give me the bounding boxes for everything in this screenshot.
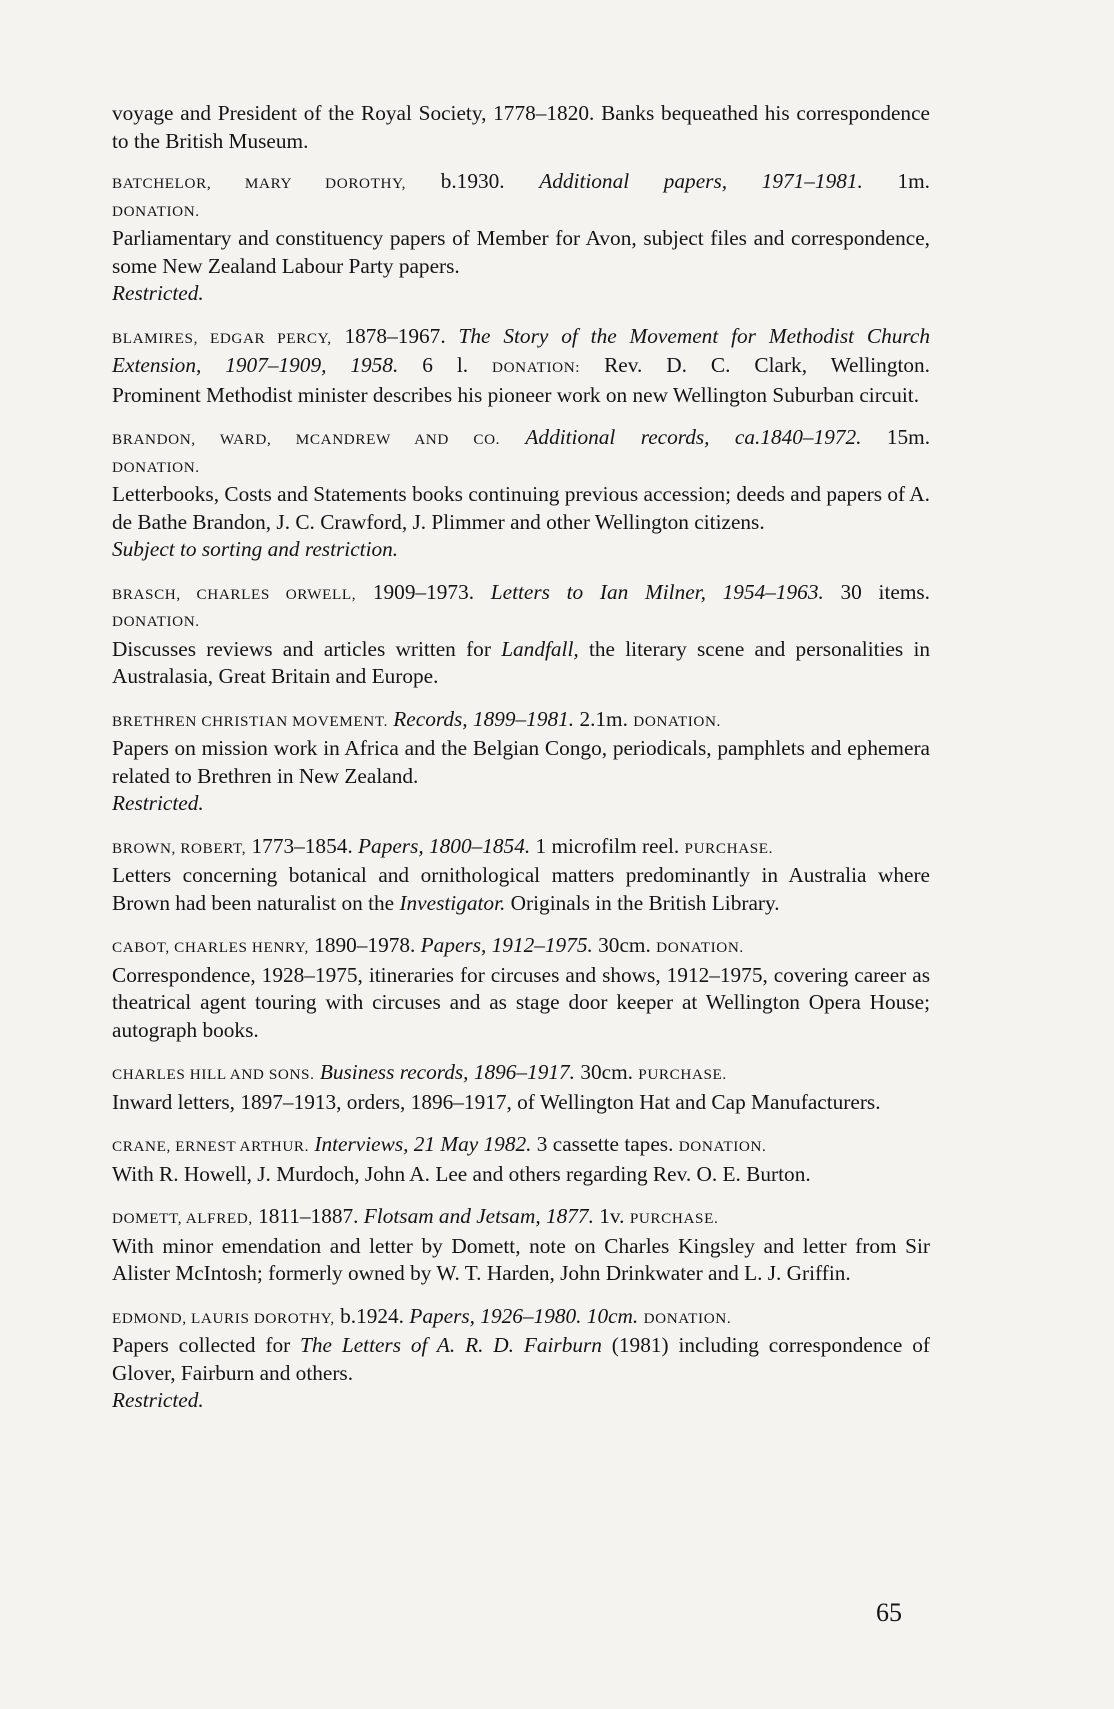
entry-name: CRANE, ERNEST ARTHUR. — [112, 1138, 310, 1155]
entry-heading — [112, 932, 930, 962]
entry-donor: Rev. D. C. Clark, Wellington. — [604, 353, 931, 377]
description-italic: The Letters of A. R. D. Fairburn — [300, 1333, 602, 1357]
entry-name: CABOT, CHARLES HENRY, — [112, 939, 309, 956]
entry-name: BLAMIRES, EDGAR PERCY, — [112, 329, 332, 347]
entry-description: Papers on mission work in Africa and the Belgian Congo, periodicals, pamphlets and ephemera related to Brethren in New Zealand. — [112, 736, 930, 788]
entry-title: Interviews, 21 May 1982. — [314, 1132, 532, 1156]
entry-description — [112, 1332, 930, 1387]
entry-heading — [112, 706, 930, 736]
catalogue-entry — [112, 579, 930, 691]
entry-description: Correspondence, 1928–1975, itineraries for circuses and shows, 1912–1975, covering career as theatrical agent touring with circuses and as stage door keeper at Wellington Opera House; autograph books. — [112, 962, 930, 1042]
entry-description: Prominent Methodist minister describes his pioneer work on new Wellington Suburban circuit. — [112, 382, 920, 407]
entry-acquisition: DONATION: — [492, 359, 581, 376]
entry-acquisition: DONATION. — [678, 1138, 767, 1155]
entry-acquisition: DONATION. — [656, 939, 744, 956]
entry-extent: 30cm. — [580, 1060, 633, 1084]
entry-heading — [112, 579, 930, 609]
entry-title: The Story of the Movement for Methodist Church Extension, 1907–1909, 1958. — [112, 323, 931, 377]
entry-description: With minor emendation and letter by Domett, note on Charles Kingsley and letter from Sir Alister McIntosh; formerly owned by W. T. Harden, John Drinkwater and L. J. Griffin. — [112, 1233, 930, 1285]
entry-dates: 1773–1854. — [251, 833, 353, 858]
entry-note: Restricted. — [112, 281, 204, 305]
description-text: the literary scene and personalities in Australasia, Great Britain and Europe. — [112, 636, 931, 688]
entry-dates: 1878–1967. — [344, 323, 446, 348]
description-italic: Investigator. — [399, 890, 506, 915]
entry-acquisition: DONATION. — [112, 202, 200, 220]
entry-name: DOMETT, ALFRED, — [112, 1210, 253, 1227]
description-text: (1981) including correspondence of Glover, Fairburn and others. — [112, 1333, 930, 1385]
entry-dates: 1890–1978. — [314, 933, 416, 957]
entry-description: Parliamentary and constituency papers of Member for Avon, subject files and correspondence, some New Zealand Labour Party papers. — [112, 226, 930, 278]
entry-description — [112, 862, 930, 917]
entry-acquisition: DONATION. — [112, 613, 200, 630]
entry-extent: 1 microfilm reel. — [535, 833, 680, 858]
entry-acquisition: DONATION. — [112, 458, 200, 476]
entry-acquisition: DONATION. — [633, 712, 721, 730]
entry-name: BRANDON, WARD, MCANDREW AND CO. — [112, 431, 501, 448]
catalogue-entry — [112, 1131, 930, 1188]
entry-heading — [112, 833, 930, 863]
entry-title: Business records, 1896–1917. — [319, 1060, 575, 1084]
entry-name: BRETHREN CHRISTIAN MOVEMENT. — [112, 712, 388, 730]
entry-dates: b.1924. — [340, 1303, 404, 1328]
entry-name: EDMOND, LAURIS DOROTHY, — [112, 1309, 335, 1327]
description-text: Letters concerning botanical and ornithological matters predominantly in Australia where Brown had been naturalist on the — [112, 863, 930, 915]
catalogue-entry — [112, 706, 930, 818]
entry-extent: 30 items. — [840, 579, 931, 604]
entry-heading — [112, 1303, 930, 1333]
catalogue-entry — [112, 168, 930, 308]
entry-title: Papers, 1912–1975. — [420, 933, 593, 957]
intro-paragraph — [112, 100, 930, 155]
entry-title: Papers, 1800–1854. — [358, 833, 531, 858]
entry-dates: b.1930. — [440, 169, 505, 193]
entry-description: Inward letters, 1897–1913, orders, 1896–1917, of Wellington Hat and Cap Manufacturers. — [112, 1089, 881, 1114]
entry-heading — [112, 1203, 930, 1233]
entry-name: CHARLES HILL AND SONS. — [112, 1066, 315, 1083]
entry-extent: 3 cassette tapes. — [536, 1132, 674, 1156]
description-text: Originals in the British Library. — [505, 890, 780, 915]
entry-dates: 1909–1973. — [372, 579, 475, 604]
entry-note: Subject to sorting and restriction. — [112, 537, 399, 561]
document-page — [112, 100, 930, 1430]
intro-text: voyage and President of the Royal Society, 1778–1820. Banks bequeathed his correspondence to the British Museum. — [112, 101, 930, 153]
entry-extent: 1m. — [897, 169, 931, 193]
entry-heading — [112, 323, 930, 382]
entry-description: Letterbooks, Costs and Statements books continuing previous accession; deeds and papers of A. de Bathe Brandon, J. C. Crawford, J. Plimmer and other Wellington citizens. — [112, 482, 930, 534]
entry-heading — [112, 424, 930, 454]
entry-extent: 2.1m. — [579, 706, 628, 731]
entry-title: Letters to Ian Milner, 1954–1963. — [490, 579, 824, 604]
entry-extent: 15m. — [886, 425, 931, 449]
entry-name: BROWN, ROBERT, — [112, 839, 247, 857]
page-number: 65 — [876, 1598, 902, 1627]
catalogue-entry — [112, 932, 930, 1044]
entry-title: Additional records, ca.1840–1972. — [525, 425, 862, 449]
entry-description — [112, 636, 930, 691]
catalogue-entry — [112, 323, 930, 410]
catalogue-entry — [112, 1203, 930, 1288]
entry-title: Additional papers, 1971–1981. — [539, 169, 863, 193]
entry-title: Flotsam and Jetsam, 1877. — [363, 1204, 594, 1228]
entry-extent: 6 l. — [422, 353, 469, 377]
catalogue-entry — [112, 833, 930, 918]
entry-acquisition: PURCHASE. — [629, 1210, 719, 1227]
entry-name: BATCHELOR, MARY DOROTHY, — [112, 175, 407, 192]
description-text: Discusses reviews and articles written for — [112, 636, 502, 661]
catalogue-entry — [112, 1303, 930, 1415]
entry-acquisition: PURCHASE. — [684, 839, 774, 857]
entry-extent: 30cm. — [598, 933, 651, 957]
entry-name: BRASCH, CHARLES ORWELL, — [112, 585, 357, 603]
entry-heading — [112, 1059, 930, 1089]
entry-extent: 1v. — [599, 1204, 625, 1228]
catalogue-entry — [112, 1059, 930, 1116]
entry-note: Restricted. — [112, 791, 204, 815]
entry-title: Records, 1899–1981. — [393, 706, 575, 731]
entry-dates: 1811–1887. — [258, 1204, 359, 1228]
entry-heading — [112, 168, 930, 198]
entry-acquisition: PURCHASE. — [638, 1066, 727, 1083]
entry-description: With R. Howell, J. Murdoch, John A. Lee and others regarding Rev. O. E. Burton. — [112, 1161, 811, 1186]
catalogue-entry — [112, 424, 930, 564]
description-text: Papers collected for — [112, 1333, 301, 1357]
entry-note: Restricted. — [112, 1388, 204, 1412]
entry-heading — [112, 1131, 930, 1161]
entry-title: Papers, 1926–1980. 10cm. — [409, 1303, 639, 1328]
description-italic: Landfall, — [501, 636, 579, 661]
entry-acquisition: DONATION. — [643, 1309, 732, 1327]
